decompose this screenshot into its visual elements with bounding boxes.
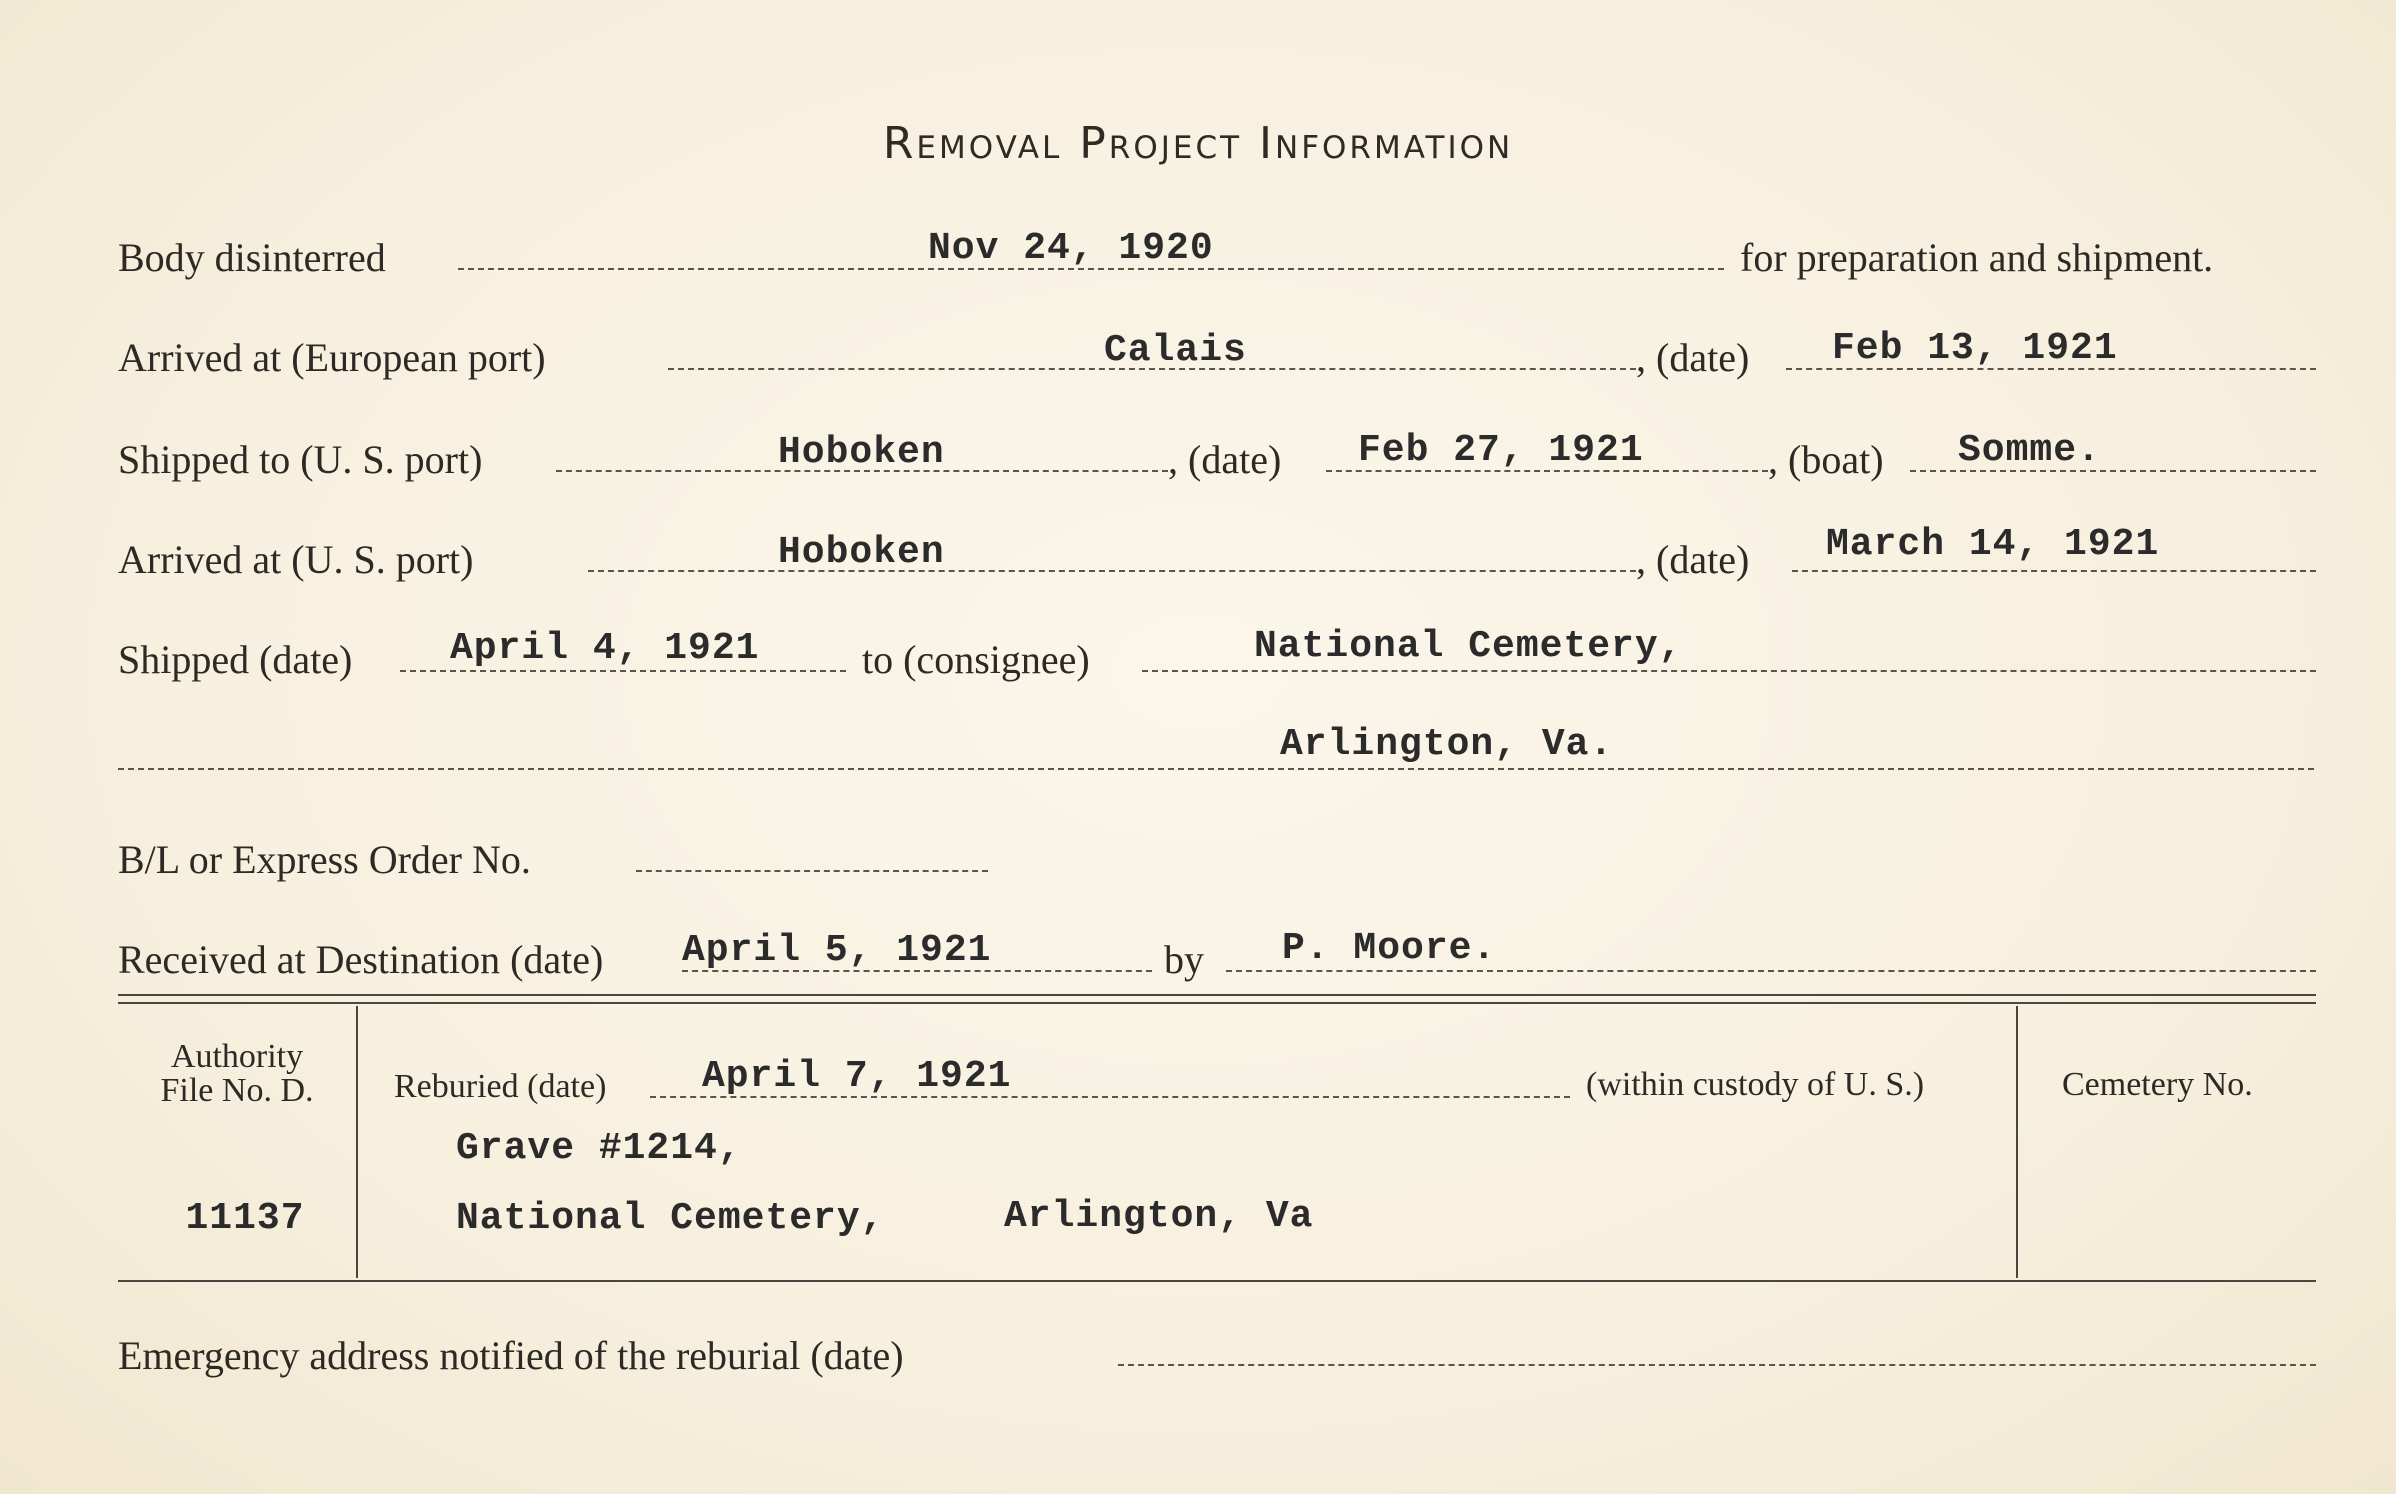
european-port-label: Arrived at (European port)	[118, 335, 546, 380]
shipped-us-date-label: , (date)	[1168, 437, 1282, 482]
section-rule-top-2	[118, 1002, 2316, 1004]
consignee-line-1: National Cemetery,	[1254, 625, 1683, 668]
authority-label-2: File No. D.	[160, 1072, 314, 1109]
disinterred-suffix: for preparation and shipment.	[1740, 235, 2214, 280]
shipped-us-value: Hoboken	[778, 431, 945, 474]
section-rule-top-1	[118, 994, 2316, 996]
cemetery-label: Cemetery No.	[2062, 1066, 2253, 1103]
consignee-label: to (consignee)	[862, 637, 1090, 682]
shipped-date-value: April 4, 1921	[450, 627, 760, 670]
shipped-us-boat-value: Somme.	[1958, 429, 2101, 472]
emergency-label: Emergency address notified of the reburial (date)	[118, 1333, 904, 1378]
reburied-label: Reburied (date)	[394, 1068, 607, 1105]
authority-label-1: Authority	[170, 1038, 304, 1075]
arrived-us-value: Hoboken	[778, 531, 945, 574]
received-label: Received at Destination (date)	[118, 937, 604, 982]
disinterred-label: Body disinterred	[118, 235, 386, 280]
consignee-line	[1142, 670, 2316, 672]
grave-line: Grave #1214,	[456, 1127, 742, 1170]
arrived-us-date-line	[1792, 570, 2316, 572]
received-value: April 5, 1921	[682, 929, 992, 972]
card-title: Removal Project Information	[882, 118, 1514, 169]
bl-order-line	[636, 870, 988, 872]
european-port-date-label: , (date)	[1636, 335, 1750, 380]
shipped-us-date-value: Feb 27, 1921	[1358, 429, 1644, 472]
shipped-us-label: Shipped to (U. S. port)	[118, 437, 483, 482]
arrived-us-line	[588, 570, 1636, 572]
section-divider-right	[2016, 1006, 2018, 1278]
location-line-1: National Cemetery,	[456, 1197, 885, 1240]
received-by-value: P. Moore.	[1282, 927, 1497, 970]
received-by-label: by	[1164, 937, 1204, 982]
reburied-value: April 7, 1921	[702, 1055, 1012, 1098]
custody-note: (within custody of U. S.)	[1586, 1066, 1925, 1103]
arrived-us-date-value: March 14, 1921	[1826, 523, 2160, 566]
bl-order-label: B/L or Express Order No.	[118, 837, 531, 882]
european-port-date-value: Feb 13, 1921	[1832, 327, 2118, 370]
shipped-date-label: Shipped (date)	[118, 637, 353, 682]
arrived-us-date-label: , (date)	[1636, 537, 1750, 582]
consignee-continuation-line	[118, 768, 2314, 770]
european-port-value: Calais	[1104, 329, 1247, 372]
authority-value: 11137	[185, 1197, 305, 1240]
section-rule-bottom	[118, 1280, 2316, 1282]
received-by-line	[1226, 970, 2316, 972]
arrived-us-label: Arrived at (U. S. port)	[118, 537, 474, 582]
consignee-line-2: Arlington, Va.	[1280, 723, 1614, 766]
shipped-date-line	[400, 670, 846, 672]
location-line-2: Arlington, Va	[1004, 1195, 1314, 1238]
emergency-line	[1118, 1364, 2316, 1366]
shipped-us-boat-label: , (boat)	[1768, 437, 1884, 482]
disinterred-value: Nov 24, 1920	[928, 227, 1214, 270]
